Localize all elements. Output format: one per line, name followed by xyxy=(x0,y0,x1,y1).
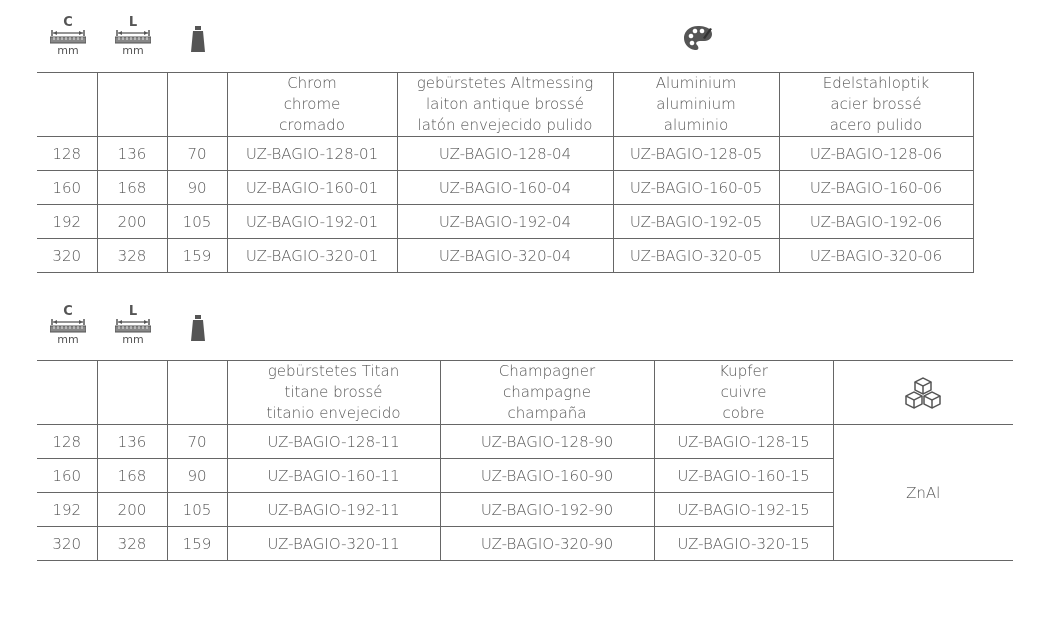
article-code: UZ-BAGIO-192-05 xyxy=(613,205,779,239)
l-unit: mm xyxy=(122,44,144,57)
l-unit: mm xyxy=(122,333,144,346)
table2-icon-row xyxy=(37,305,977,345)
article-code: UZ-BAGIO-192-01 xyxy=(227,205,397,239)
table-row xyxy=(37,205,973,239)
article-code: UZ-BAGIO-160-15 xyxy=(654,459,833,493)
article-code: UZ-BAGIO-320-11 xyxy=(227,527,440,561)
table2-header-row xyxy=(37,361,1013,425)
article-code: UZ-BAGIO-320-05 xyxy=(613,239,779,273)
finish-name-es: cromado xyxy=(279,116,345,134)
finish-name-fr: cuivre xyxy=(720,383,767,401)
finish-header xyxy=(397,73,613,137)
finish-header xyxy=(227,73,397,137)
article-code: UZ-BAGIO-160-90 xyxy=(440,459,654,493)
weight-icon xyxy=(188,315,208,343)
l-value: 328 xyxy=(97,527,167,561)
article-code: UZ-BAGIO-160-11 xyxy=(227,459,440,493)
article-code: UZ-BAGIO-128-90 xyxy=(440,425,654,459)
table-row xyxy=(37,171,973,205)
weight-value: 90 xyxy=(167,459,227,493)
l-letter: L xyxy=(128,304,138,319)
weight-icon xyxy=(188,26,208,54)
l-value: 200 xyxy=(97,205,167,239)
c-letter: C xyxy=(63,15,73,30)
finish-name-es: latón envejecido pulido xyxy=(417,116,593,134)
l-value: 328 xyxy=(97,239,167,273)
spec-table-2 xyxy=(37,360,1013,561)
article-code: UZ-BAGIO-192-04 xyxy=(397,205,613,239)
c-value: 128 xyxy=(37,137,97,171)
finish-name-es: titanio envejecido xyxy=(266,404,401,422)
article-code: UZ-BAGIO-320-15 xyxy=(654,527,833,561)
article-code: UZ-BAGIO-128-06 xyxy=(779,137,973,171)
c-value: 192 xyxy=(37,493,97,527)
table1-icon-row xyxy=(37,16,977,56)
finish-name-fr: titane brossé xyxy=(284,383,383,401)
cubes-icon xyxy=(904,376,942,410)
material-value: ZnAl xyxy=(833,425,1013,561)
article-code: UZ-BAGIO-128-15 xyxy=(654,425,833,459)
l-value: 168 xyxy=(97,171,167,205)
finish-name-de: Edelstahloptik xyxy=(822,74,930,92)
finish-name-de: Aluminium xyxy=(655,74,737,92)
c-header-cell xyxy=(37,73,97,137)
weight-value: 105 xyxy=(167,205,227,239)
ruler-icon xyxy=(50,30,86,44)
finish-name-es: cobre xyxy=(722,404,765,422)
weight-value: 70 xyxy=(167,137,227,171)
finish-header xyxy=(779,73,973,137)
c-value: 192 xyxy=(37,205,97,239)
finish-name-de: Chrom xyxy=(287,74,337,92)
article-code: UZ-BAGIO-320-90 xyxy=(440,527,654,561)
c-letter: C xyxy=(63,304,73,319)
finish-header xyxy=(613,73,779,137)
c-unit: mm xyxy=(57,333,79,346)
article-code: UZ-BAGIO-320-01 xyxy=(227,239,397,273)
ruler-icon xyxy=(115,319,151,333)
ruler-icon xyxy=(50,319,86,333)
finish-name-de: Champagner xyxy=(498,362,596,380)
finish-name-es: acero pulido xyxy=(829,116,923,134)
c-unit: mm xyxy=(57,44,79,57)
table1-header-row xyxy=(37,73,973,137)
finish-header xyxy=(440,361,654,425)
center-distance-icon xyxy=(50,305,86,346)
weight-value: 70 xyxy=(167,425,227,459)
c-value: 320 xyxy=(37,527,97,561)
table-row xyxy=(37,137,973,171)
article-code: UZ-BAGIO-192-06 xyxy=(779,205,973,239)
weight-value: 159 xyxy=(167,527,227,561)
finish-name-es: aluminio xyxy=(663,116,729,134)
c-value: 320 xyxy=(37,239,97,273)
finish-name-de: gebürstetes Altmessing xyxy=(416,74,594,92)
weight-value: 159 xyxy=(167,239,227,273)
length-icon xyxy=(115,16,151,57)
finish-name-fr: champagne xyxy=(502,383,591,401)
l-header-cell xyxy=(97,73,167,137)
weight-value: 90 xyxy=(167,171,227,205)
article-code: UZ-BAGIO-320-04 xyxy=(397,239,613,273)
finish-name-fr: chrome xyxy=(283,95,341,113)
article-code: UZ-BAGIO-128-01 xyxy=(227,137,397,171)
article-code: UZ-BAGIO-320-06 xyxy=(779,239,973,273)
ruler-icon xyxy=(115,30,151,44)
table-row xyxy=(37,425,1013,459)
center-distance-icon xyxy=(50,16,86,57)
weight-value: 105 xyxy=(167,493,227,527)
palette-icon xyxy=(682,24,714,52)
finish-name-fr: acier brossé xyxy=(830,95,922,113)
c-header-cell xyxy=(37,361,97,425)
l-header-cell xyxy=(97,361,167,425)
material-header xyxy=(833,361,1013,425)
finish-name-fr: laiton antique brossé xyxy=(425,95,585,113)
article-code: UZ-BAGIO-192-15 xyxy=(654,493,833,527)
article-code: UZ-BAGIO-128-11 xyxy=(227,425,440,459)
l-value: 136 xyxy=(97,425,167,459)
l-value: 168 xyxy=(97,459,167,493)
finish-name-de: Kupfer xyxy=(719,362,768,380)
finish-name-es: champaña xyxy=(507,404,587,422)
spec-table-1 xyxy=(37,72,974,273)
finish-name-fr: aluminium xyxy=(656,95,736,113)
article-code: UZ-BAGIO-160-05 xyxy=(613,171,779,205)
table-row xyxy=(37,239,973,273)
l-value: 136 xyxy=(97,137,167,171)
c-value: 128 xyxy=(37,425,97,459)
c-value: 160 xyxy=(37,459,97,493)
article-code: UZ-BAGIO-192-90 xyxy=(440,493,654,527)
article-code: UZ-BAGIO-128-05 xyxy=(613,137,779,171)
article-code: UZ-BAGIO-128-04 xyxy=(397,137,613,171)
finish-header xyxy=(654,361,833,425)
length-icon xyxy=(115,305,151,346)
article-code: UZ-BAGIO-160-06 xyxy=(779,171,973,205)
l-letter: L xyxy=(128,15,138,30)
article-code: UZ-BAGIO-160-04 xyxy=(397,171,613,205)
finish-header xyxy=(227,361,440,425)
l-value: 200 xyxy=(97,493,167,527)
weight-header-cell xyxy=(167,361,227,425)
weight-header-cell xyxy=(167,73,227,137)
finish-name-de: gebürstetes Titan xyxy=(267,362,400,380)
article-code: UZ-BAGIO-160-01 xyxy=(227,171,397,205)
c-value: 160 xyxy=(37,171,97,205)
article-code: UZ-BAGIO-192-11 xyxy=(227,493,440,527)
